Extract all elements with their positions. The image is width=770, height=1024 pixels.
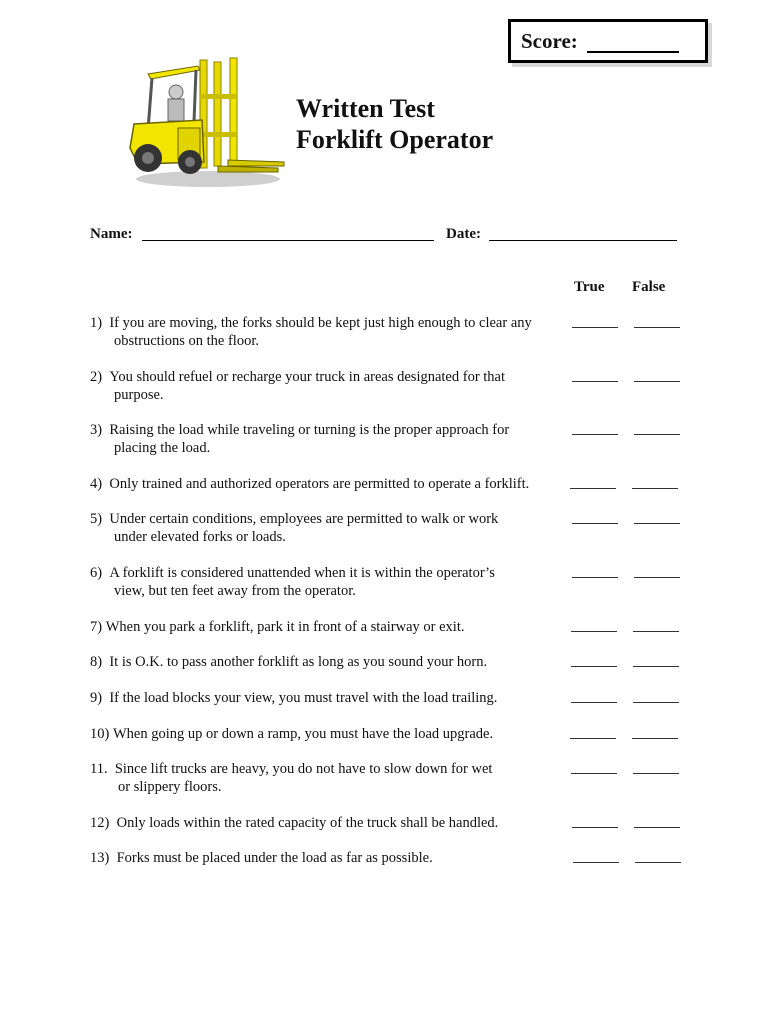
q10-false-blank[interactable] [632,738,678,739]
true-column-header: True [574,279,605,295]
q9-false-blank[interactable] [633,702,679,703]
q2-true-blank[interactable] [572,381,618,382]
title-line-1: Written Test [296,94,435,123]
question-6 [90,564,560,600]
q9-true-blank[interactable] [571,702,617,703]
question-number: 4) [90,476,103,492]
name-field[interactable] [142,240,434,241]
question-2 [90,368,560,404]
score-field[interactable] [587,51,679,53]
question-text-cont: placing the load. [114,440,211,456]
q10-true-blank[interactable] [570,738,616,739]
q3-true-blank[interactable] [572,434,618,435]
q1-false-blank[interactable] [634,327,680,328]
title-line-2: Forklift Operator [296,125,494,154]
q13-true-blank[interactable] [573,862,619,863]
question-text: You should refuel or recharge your truck in areas designated for that [109,369,506,385]
question-text: It is O.K. to pass another forklift as long as you sound your horn. [109,654,488,670]
question-text-cont: under elevated forks or loads. [114,529,286,545]
q6-false-blank[interactable] [634,577,680,578]
question-text: Under certain conditions, employees are permitted to walk or work [109,511,499,527]
question-3 [90,421,560,457]
q8-true-blank[interactable] [571,666,617,667]
question-8 [90,653,560,671]
question-number: 9) [90,690,103,706]
q12-false-blank[interactable] [634,827,680,828]
q7-true-blank[interactable] [571,631,617,632]
question-1 [90,314,560,350]
page-title [296,93,493,155]
question-9 [90,689,560,707]
q5-false-blank[interactable] [634,523,680,524]
q11-false-blank[interactable] [633,773,679,774]
question-number: 1) [90,315,103,331]
q4-false-blank[interactable] [632,488,678,489]
q4-true-blank[interactable] [570,488,616,489]
question-text-cont: obstructions on the floor. [114,333,259,349]
q3-false-blank[interactable] [634,434,680,435]
question-number: 7) [90,619,103,635]
q8-false-blank[interactable] [633,666,679,667]
question-7 [90,618,560,636]
forklift-illustration [118,52,288,192]
question-5 [90,510,560,546]
question-text: If you are moving, the forks should be kept just high enough to clear any [109,315,532,331]
score-label: Score: [521,29,578,53]
q1-true-blank[interactable] [572,327,618,328]
question-number: 5) [90,511,103,527]
q6-true-blank[interactable] [572,577,618,578]
question-number: 11. [90,761,108,777]
question-text: Since lift trucks are heavy, you do not have to slow down for wet [114,761,493,777]
question-number: 6) [90,565,103,581]
q7-false-blank[interactable] [633,631,679,632]
q13-false-blank[interactable] [635,862,681,863]
q2-false-blank[interactable] [634,381,680,382]
question-text: Only trained and authorized operators are permitted to operate a forklift. [109,476,530,492]
question-4 [90,475,570,493]
question-11 [90,760,560,796]
question-13 [90,849,560,867]
question-10 [90,725,560,743]
question-number: 8) [90,654,103,670]
q11-true-blank[interactable] [571,773,617,774]
question-text: If the load blocks your view, you must travel with the load trailing. [109,690,498,706]
date-field[interactable] [489,240,677,241]
question-number: 12) [90,815,110,831]
question-number: 13) [90,850,110,866]
score-box [508,19,708,63]
question-number: 3) [90,422,103,438]
question-text: When you park a forklift, park it in front of a stairway or exit. [105,619,465,635]
question-text: Raising the load while traveling or turning is the proper approach for [109,422,510,438]
question-text: Forks must be placed under the load as far as possible. [116,850,433,866]
question-text: When going up or down a ramp, you must have the load upgrade. [112,726,494,742]
q12-true-blank[interactable] [572,827,618,828]
question-number: 10) [90,726,110,742]
question-text: A forklift is considered unattended when it is within the operator’s [109,565,495,581]
question-text-cont: view, but ten feet away from the operator. [114,583,356,599]
q5-true-blank[interactable] [572,523,618,524]
question-text-cont: purpose. [114,387,164,403]
question-12 [90,814,560,832]
name-label: Name: [90,226,133,242]
date-label: Date: [446,226,481,242]
question-number: 2) [90,369,103,385]
question-text-cont: or slippery floors. [118,779,222,795]
question-text: Only loads within the rated capacity of the truck shall be handled. [116,815,499,831]
false-column-header: False [632,279,666,295]
